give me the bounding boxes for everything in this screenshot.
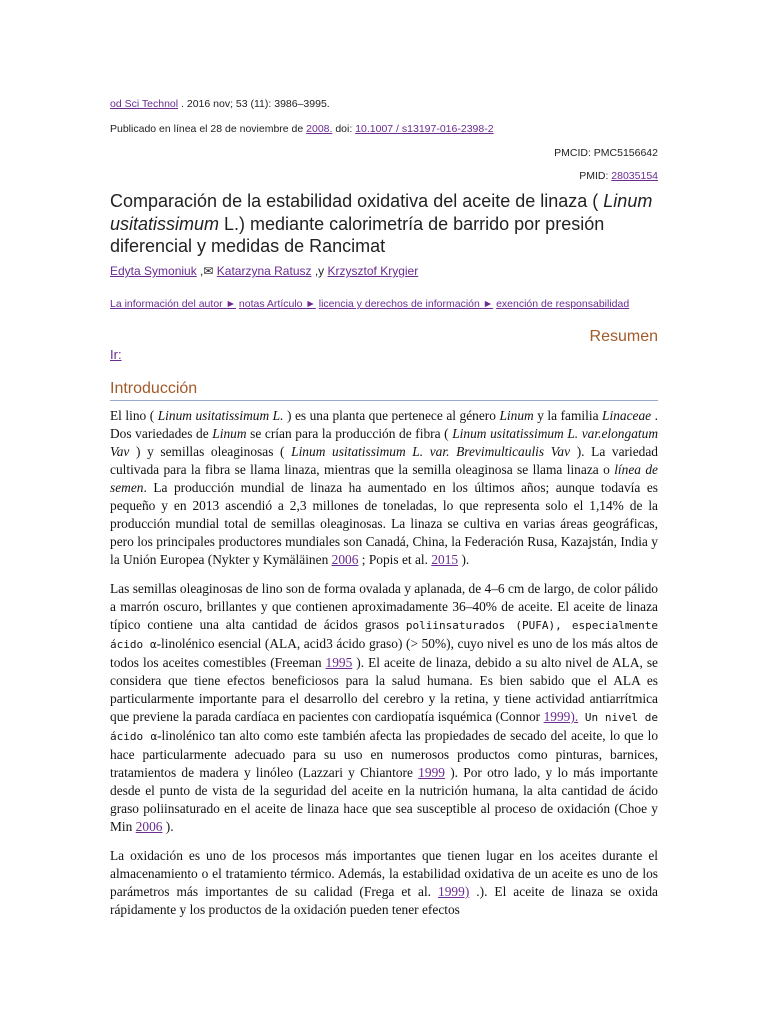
pmid-link[interactable]: 28035154 [611, 170, 658, 182]
doi-label: doi: [332, 123, 356, 135]
paragraph: El lino ( Linum usitatissimum L. ) es una planta que pertenece al género Linum y la familia Linaceae . Dos variedades de Linum se crían para la producción de fibra ( Linum usitatissimum L. var.elongatum Vav ) y semillas oleaginosas ( Linum usitatissimum L. var. Brevimulticaulis Vav ). La variedad cultivada para la fibra se llama linaza, mientras que la semilla oleaginosa se llama linaza o línea de semen. La producción mundial de linaza ha aumentado en los últimos años; aunque todavía es pequeño y en 2013 ascendió a 2,3 millones de toneladas, lo que representa solo el 1,14% de la producción mundial total de semillas oleaginosas. La linaza se cultiva en varias áreas geográficas, pero los principales productores mundiales son Canadá, China, la Federación Rusa, Kazajstán, India y la Unión Europea (Nykter y Kymäläinen 2006 ; Popis et al. 2015 ). [110, 408, 658, 567]
goto-link[interactable]: Ir: [110, 347, 122, 362]
pmcid: PMCID: PMC5156642 [554, 147, 658, 159]
reference-link[interactable]: 1999) [438, 884, 470, 899]
article-title [110, 190, 670, 258]
publication-date-text: Publicado en línea el 28 de noviembre de [110, 123, 307, 135]
doi-link[interactable]: 10.1007 / s13197-016-2398-2 [355, 123, 494, 135]
author-link[interactable]: Edyta Symoniuk [110, 264, 197, 278]
author-separator: ,y [311, 264, 328, 278]
author-separator: ,✉ [196, 264, 217, 278]
heading-divider [110, 400, 658, 401]
journal-link[interactable]: od Sci Technol [110, 98, 179, 110]
nav-article-notes[interactable]: notas Artículo ► [238, 298, 316, 310]
journal-issue: . 2016 nov; 53 (11): 3986–3995. [178, 98, 330, 110]
nav-license[interactable]: licencia y derechos de información ► [318, 298, 494, 310]
publication-year-link[interactable]: 2008. [306, 123, 333, 135]
title-species: Linum usitatissimum [110, 191, 653, 234]
reference-link[interactable]: 1995 [325, 655, 353, 670]
paragraph: Las semillas oleaginosas de lino son de forma ovalada y aplanada, de 4–6 cm de largo, de color pálido a marrón oscuro, brillantes y que contienen aproximadamente 36–40% de aceite. El aceite de linaza típico contiene una alta cantidad de ácidos grasos poliinsaturados (PUFA), especialmente ácido α-linolénico esencial (ALA, acid3 ácido graso) (> 50%), cuyo nivel es uno de los más altos de todos los aceites comestibles (Freeman 1995 ). El aceite de linaza, debido a su alto nivel de ALA, se considera que tiene efectos beneficiosos para la salud humana. Es bien sabido que el ALA es particularmente importante para el desarrollo del cerebro y la retina, y tiene actividad antiarrítmica que previene la parada cardíaca en pacientes con cardiopatía isquémica (Connor 1999). Un nivel de ácido α-linolénico tan alto como este también afecta las propiedades de secado del aceite, lo que lo hace particularmente adecuado para su uso en numerosos productos como pinturas, barnices, tratamientos de madera y linóleo (Lazzari y Chiantore 1999 ). Por otro lado, y lo más importante desde el punto de vista de la seguridad del aceite en la nutrición humana, la alta cantidad de ácido graso poliinsaturado en el aceite de linaza hace que sea susceptible al proceso de oxidación (Choe y Min 2006 ). [110, 581, 659, 834]
publication-line [110, 123, 494, 135]
article-body [110, 407, 658, 930]
reference-link[interactable]: 1999 [418, 765, 445, 780]
nav-author-info[interactable]: La información del autor ► [110, 298, 236, 310]
author-link[interactable]: Krzysztof Krygier [327, 264, 419, 278]
title-part-1: Comparación de la estabilidad oxidativa del aceite de linaza ( [110, 191, 604, 211]
author-link[interactable]: Katarzyna Ratusz [216, 264, 312, 278]
reference-link[interactable]: 2015 [431, 552, 459, 567]
abstract-heading[interactable]: Resumen [589, 328, 658, 345]
paragraph: La oxidación es uno de los procesos más importantes que tienen lugar en los aceites durante el almacenamiento o el tratamiento térmico. Además, la estabilidad oxidativa de un aceite es uno de los parámetros más importantes de su calidad (Frega et al. 1999) .). El aceite de linaza se oxida rápidamente y los productos de la oxidación pueden tener efectos [110, 848, 658, 917]
pmid-line [579, 170, 658, 182]
citation-line [110, 98, 330, 110]
section-heading-introduction: Introducción [110, 380, 198, 397]
title-part-2: L.) mediante calorimetría de barrido por presión diferencial y medidas de Rancimat [110, 213, 605, 256]
article-info-nav [110, 298, 629, 310]
pmid-label: PMID: [579, 170, 612, 182]
reference-link[interactable]: 2006 [135, 819, 163, 834]
reference-link[interactable]: 2006 [331, 552, 359, 567]
author-list [110, 264, 418, 278]
reference-link[interactable]: 1999). [543, 709, 579, 724]
nav-disclaimer[interactable]: exención de responsabilidad [496, 298, 630, 310]
